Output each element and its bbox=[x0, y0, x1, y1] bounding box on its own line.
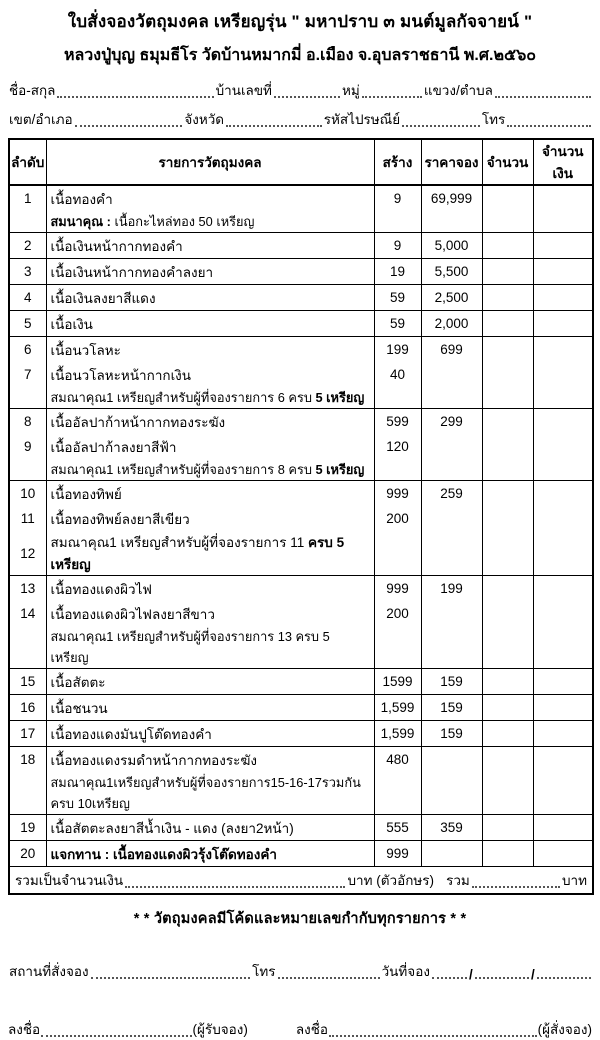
order-phone-label: โทร bbox=[252, 964, 276, 979]
reserve-price-cell bbox=[421, 772, 482, 815]
amount-cell bbox=[533, 362, 593, 387]
table-row bbox=[9, 481, 593, 507]
house-no-label: บ้านเลขที่ bbox=[215, 83, 272, 98]
quantity-cell bbox=[482, 506, 533, 531]
item-description: เนื้อสัตตะลงยาสีน้ำเงิน - แดง (ลงยา2หน้า) bbox=[46, 815, 374, 841]
sign-label-orderer: ลงชื่อ bbox=[295, 1022, 329, 1037]
table-row bbox=[9, 531, 593, 576]
total-sum-blank bbox=[472, 886, 560, 888]
amount-cell bbox=[533, 695, 593, 721]
order-month-blank bbox=[475, 977, 529, 979]
item-description: เนื้อทองแดงผิวไฟลงยาสีขาว bbox=[46, 601, 374, 626]
reserve-price-cell bbox=[421, 459, 482, 481]
reserve-price-cell bbox=[421, 362, 482, 387]
orderer-role-label: (ผู้สั่งจอง) bbox=[537, 1022, 592, 1037]
amount-cell bbox=[533, 409, 593, 435]
row-number: 20 bbox=[9, 841, 46, 867]
item-description: เนื้อเงินหน้ากากทองคำลงยา bbox=[46, 259, 374, 285]
amount-cell bbox=[533, 506, 593, 531]
row-number: 10 bbox=[9, 481, 46, 507]
reserve-price-cell: 2,500 bbox=[421, 285, 482, 311]
code-guarantee-note: * * วัตถุมงคลมีโค้ดและหมายเลขกำกับทุกรายการ * * bbox=[133, 911, 467, 927]
made-count-cell bbox=[374, 211, 421, 233]
quantity-cell bbox=[482, 434, 533, 459]
row-number: 18 bbox=[9, 747, 46, 773]
made-count-cell bbox=[374, 531, 421, 576]
row-number: 8 bbox=[9, 409, 46, 435]
made-count-cell bbox=[374, 387, 421, 409]
total-amount-label: รวมเป็นจำนวนเงิน bbox=[15, 873, 124, 888]
reserve-price-cell: 2,000 bbox=[421, 311, 482, 337]
quantity-cell bbox=[482, 233, 533, 259]
table-row bbox=[9, 409, 593, 435]
amount-cell bbox=[533, 576, 593, 602]
table-row bbox=[9, 815, 593, 841]
made-count-cell bbox=[374, 772, 421, 815]
order-date-label: วันที่จอง bbox=[381, 964, 430, 979]
order-place-blank bbox=[91, 977, 251, 979]
made-count-cell: 599 bbox=[374, 409, 421, 435]
orderer-signature-blank bbox=[329, 1035, 537, 1037]
district-label: เขต/อำเภอ bbox=[9, 112, 73, 127]
postcode-blank bbox=[402, 125, 480, 127]
amount-cell bbox=[533, 259, 593, 285]
made-count-cell: 200 bbox=[374, 601, 421, 626]
item-description: เนื้อทองแดงรมดำหน้ากากทองระฆัง bbox=[46, 747, 374, 773]
amount-cell bbox=[533, 387, 593, 409]
quantity-cell bbox=[482, 409, 533, 435]
row-number: 3 bbox=[9, 259, 46, 285]
bonus-note-row bbox=[9, 211, 593, 233]
quantity-cell bbox=[482, 815, 533, 841]
reserve-price-cell: 69,999 bbox=[421, 185, 482, 211]
reserve-price-cell: 5,500 bbox=[421, 259, 482, 285]
subdistrict-blank bbox=[495, 96, 591, 98]
postcode-label: รหัสไปรษณีย์ bbox=[323, 112, 401, 127]
reserve-price-cell: 159 bbox=[421, 669, 482, 695]
total-amount-text-blank bbox=[125, 886, 345, 888]
baht-label: บาท bbox=[561, 873, 587, 888]
table-row bbox=[9, 506, 593, 531]
row-number bbox=[9, 772, 46, 815]
quantity-cell bbox=[482, 695, 533, 721]
phone-label: โทร bbox=[481, 112, 506, 127]
house-no-blank bbox=[274, 96, 340, 98]
made-count-cell: 200 bbox=[374, 506, 421, 531]
col-header-item: รายการวัตถุมงคล bbox=[46, 139, 374, 185]
amount-cell bbox=[533, 601, 593, 626]
item-description: สมณาคุณ1 เหรียญสำหรับผู้ที่จองรายการ 8 ครบ 5 เหรียญ bbox=[46, 459, 374, 481]
table-row bbox=[9, 841, 593, 867]
row-number: 19 bbox=[9, 815, 46, 841]
item-description: สมณาคุณ1เหรียญสำหรับผู้ที่จองรายการ15-16-17รวมกันครบ 10เหรียญ bbox=[46, 772, 374, 815]
col-header-index: ลำดับ bbox=[9, 139, 46, 185]
quantity-cell bbox=[482, 747, 533, 773]
quantity-cell bbox=[482, 481, 533, 507]
quantity-cell bbox=[482, 362, 533, 387]
quantity-cell bbox=[482, 626, 533, 669]
item-description: สมณาคุณ1 เหรียญสำหรับผู้ที่จองรายการ 6 ครบ 5 เหรียญ bbox=[46, 387, 374, 409]
quantity-cell bbox=[482, 459, 533, 481]
quantity-cell bbox=[482, 285, 533, 311]
district-line bbox=[8, 109, 592, 130]
made-count-cell: 999 bbox=[374, 841, 421, 867]
order-phone-blank bbox=[278, 977, 380, 979]
made-count-cell: 59 bbox=[374, 285, 421, 311]
made-count-cell: 9 bbox=[374, 185, 421, 211]
quantity-cell bbox=[482, 576, 533, 602]
sign-label-receiver: ลงชื่อ bbox=[8, 1022, 41, 1037]
row-number: 12 bbox=[9, 531, 46, 576]
row-number: 9 bbox=[9, 434, 46, 459]
row-number: 5 bbox=[9, 311, 46, 337]
signature-line bbox=[8, 1018, 592, 1040]
total-sum-label: รวม bbox=[446, 873, 470, 888]
table-row bbox=[9, 434, 593, 459]
item-description: เนื้ออัลปาก้าลงยาสีฟ้า bbox=[46, 434, 374, 459]
item-description: เนื้อทองทิพย์ลงยาสีเขียว bbox=[46, 506, 374, 531]
reserve-price-cell: 359 bbox=[421, 815, 482, 841]
moo-label: หมู่ bbox=[342, 83, 360, 98]
table-row bbox=[9, 337, 593, 363]
item-description: เนื้อนวโลหะหน้ากากเงิน bbox=[46, 362, 374, 387]
amount-cell bbox=[533, 841, 593, 867]
amount-cell bbox=[533, 285, 593, 311]
reserve-price-cell bbox=[421, 434, 482, 459]
reserve-price-cell bbox=[421, 747, 482, 773]
row-number bbox=[9, 626, 46, 669]
col-header-price: ราคาจอง bbox=[421, 139, 482, 185]
item-description: เนื้อนวโลหะ bbox=[46, 337, 374, 363]
quantity-cell bbox=[482, 211, 533, 233]
row-number bbox=[9, 387, 46, 409]
amount-cell bbox=[533, 772, 593, 815]
subdistrict-label: แขวง/ตำบล bbox=[423, 83, 493, 98]
amount-cell bbox=[533, 626, 593, 669]
col-header-quantity: จำนวน bbox=[482, 139, 533, 185]
amount-cell bbox=[533, 434, 593, 459]
item-description: เนื้อทองคำ bbox=[46, 185, 374, 211]
item-description: เนื้อทองแดงมันปูโต๊ดทองคำ bbox=[46, 721, 374, 747]
item-description: เนื้อเงินหน้ากากทองคำ bbox=[46, 233, 374, 259]
bonus-note-row bbox=[9, 626, 593, 669]
amount-cell bbox=[533, 185, 593, 211]
item-description: เนื้อเงินลงยาสีแดง bbox=[46, 285, 374, 311]
row-number: 2 bbox=[9, 233, 46, 259]
district-blank bbox=[75, 125, 183, 127]
item-description: แจกทาน : เนื้อทองแดงผิวรุ้งโต๊ดทองคำ bbox=[46, 841, 374, 867]
row-number: 1 bbox=[9, 185, 46, 211]
col-header-amount: จำนวนเงิน bbox=[533, 139, 593, 185]
item-description: เนื้ออัลปาก้าหน้ากากทองระฆัง bbox=[46, 409, 374, 435]
row-number: 16 bbox=[9, 695, 46, 721]
amount-cell bbox=[533, 747, 593, 773]
made-count-cell: 999 bbox=[374, 481, 421, 507]
quantity-cell bbox=[482, 772, 533, 815]
made-count-cell: 9 bbox=[374, 233, 421, 259]
order-year-blank bbox=[537, 977, 591, 979]
row-number bbox=[9, 459, 46, 481]
reserve-price-cell: 199 bbox=[421, 576, 482, 602]
row-number bbox=[9, 211, 46, 233]
row-number: 4 bbox=[9, 285, 46, 311]
reserve-price-cell: 159 bbox=[421, 695, 482, 721]
reserve-price-cell: 699 bbox=[421, 337, 482, 363]
table-row bbox=[9, 576, 593, 602]
bonus-note-row bbox=[9, 772, 593, 815]
amount-cell bbox=[533, 311, 593, 337]
item-description: เนื้อทองทิพย์ bbox=[46, 481, 374, 507]
reserve-price-cell: 5,000 bbox=[421, 233, 482, 259]
order-table-body bbox=[9, 185, 593, 867]
amount-cell bbox=[533, 669, 593, 695]
made-count-cell: 19 bbox=[374, 259, 421, 285]
order-place-label: สถานที่สั่งจอง bbox=[9, 964, 89, 979]
moo-blank bbox=[362, 96, 422, 98]
receiver-signature-blank bbox=[41, 1035, 191, 1037]
table-row bbox=[9, 285, 593, 311]
quantity-cell bbox=[482, 721, 533, 747]
table-row bbox=[9, 695, 593, 721]
table-row bbox=[9, 669, 593, 695]
phone-blank bbox=[507, 125, 591, 127]
bonus-note-row bbox=[9, 459, 593, 481]
quantity-cell bbox=[482, 387, 533, 409]
order-table bbox=[8, 138, 594, 895]
customer-fields bbox=[8, 80, 592, 130]
made-count-cell: 480 bbox=[374, 747, 421, 773]
item-description: สมนาคุณ : เนื้อกะไหล่ทอง 50 เหรียญ bbox=[46, 211, 374, 233]
made-count-cell bbox=[374, 459, 421, 481]
row-number: 7 bbox=[9, 362, 46, 387]
form-subtitle: หลวงปู่บุญ ธมุมธีโร วัดบ้านหมากมี่ อ.เมือง จ.อุบลราชธานี พ.ศ.๒๕๖๐ bbox=[63, 47, 537, 64]
table-row bbox=[9, 601, 593, 626]
reserve-price-cell: 259 bbox=[421, 481, 482, 507]
item-description: เนื้อทองแดงผิวไฟ bbox=[46, 576, 374, 602]
reserve-price-cell bbox=[421, 506, 482, 531]
made-count-cell: 1599 bbox=[374, 669, 421, 695]
row-number: 15 bbox=[9, 669, 46, 695]
form-title: ใบสั่งจองวัตถุมงคล เหรียญรุ่น " มหาปราบ ๓ มนต์มูลกัจจายน์ " bbox=[67, 12, 533, 31]
reserve-price-cell bbox=[421, 211, 482, 233]
quantity-cell bbox=[482, 185, 533, 211]
total-row bbox=[9, 867, 593, 895]
quantity-cell bbox=[482, 669, 533, 695]
row-number: 17 bbox=[9, 721, 46, 747]
table-row bbox=[9, 311, 593, 337]
amount-cell bbox=[533, 481, 593, 507]
date-slash-2: / bbox=[531, 967, 535, 982]
amount-cell bbox=[533, 337, 593, 363]
table-row bbox=[9, 747, 593, 773]
row-number: 6 bbox=[9, 337, 46, 363]
order-day-blank bbox=[432, 977, 467, 979]
reserve-price-cell: 159 bbox=[421, 721, 482, 747]
made-count-cell: 199 bbox=[374, 337, 421, 363]
table-row bbox=[9, 362, 593, 387]
reserve-price-cell bbox=[421, 841, 482, 867]
name-blank bbox=[57, 96, 213, 98]
table-row bbox=[9, 259, 593, 285]
name-address-line bbox=[8, 80, 592, 101]
made-count-cell: 999 bbox=[374, 576, 421, 602]
quantity-cell bbox=[482, 259, 533, 285]
made-count-cell: 40 bbox=[374, 362, 421, 387]
table-row bbox=[9, 185, 593, 211]
reserve-price-cell bbox=[421, 601, 482, 626]
made-count-cell: 59 bbox=[374, 311, 421, 337]
amount-cell bbox=[533, 531, 593, 576]
baht-text-label: บาท (ตัวอักษร) bbox=[347, 873, 435, 888]
table-row bbox=[9, 233, 593, 259]
province-label: จังหวัด bbox=[184, 112, 225, 127]
item-description: เนื้อเงิน bbox=[46, 311, 374, 337]
item-description: เนื้อชนวน bbox=[46, 695, 374, 721]
quantity-cell bbox=[482, 841, 533, 867]
orderer-signature bbox=[296, 1018, 592, 1040]
table-header-row bbox=[9, 139, 593, 185]
amount-cell bbox=[533, 233, 593, 259]
reserve-price-cell bbox=[421, 626, 482, 669]
amount-cell bbox=[533, 721, 593, 747]
receiver-role-label: (ผู้รับจอง) bbox=[192, 1022, 248, 1037]
name-label: ชื่อ-สกุล bbox=[9, 83, 56, 98]
made-count-cell: 555 bbox=[374, 815, 421, 841]
made-count-cell: 1,599 bbox=[374, 695, 421, 721]
quantity-cell bbox=[482, 601, 533, 626]
quantity-cell bbox=[482, 337, 533, 363]
quantity-cell bbox=[482, 311, 533, 337]
reserve-price-cell bbox=[421, 387, 482, 409]
date-slash-1: / bbox=[469, 967, 473, 982]
made-count-cell bbox=[374, 626, 421, 669]
amount-cell bbox=[533, 459, 593, 481]
order-place-line bbox=[8, 960, 592, 982]
row-number: 14 bbox=[9, 601, 46, 626]
table-row bbox=[9, 721, 593, 747]
item-description: เนื้อสัตตะ bbox=[46, 669, 374, 695]
quantity-cell bbox=[482, 531, 533, 576]
made-count-cell: 1,599 bbox=[374, 721, 421, 747]
bonus-note-row bbox=[9, 387, 593, 409]
reserve-price-cell: 299 bbox=[421, 409, 482, 435]
made-count-cell: 120 bbox=[374, 434, 421, 459]
reserve-price-cell bbox=[421, 531, 482, 576]
row-number: 13 bbox=[9, 576, 46, 602]
province-blank bbox=[226, 125, 322, 127]
row-number: 11 bbox=[9, 506, 46, 531]
amount-cell bbox=[533, 211, 593, 233]
col-header-made: สร้าง bbox=[374, 139, 421, 185]
receiver-signature bbox=[8, 1018, 248, 1040]
item-description: สมณาคุณ1 เหรียญสำหรับผู้ที่จองรายการ 11 ครบ 5 เหรียญ bbox=[46, 531, 374, 576]
item-description: สมณาคุณ1 เหรียญสำหรับผู้ที่จองรายการ 13 ครบ 5 เหรียญ bbox=[46, 626, 374, 669]
amount-cell bbox=[533, 815, 593, 841]
